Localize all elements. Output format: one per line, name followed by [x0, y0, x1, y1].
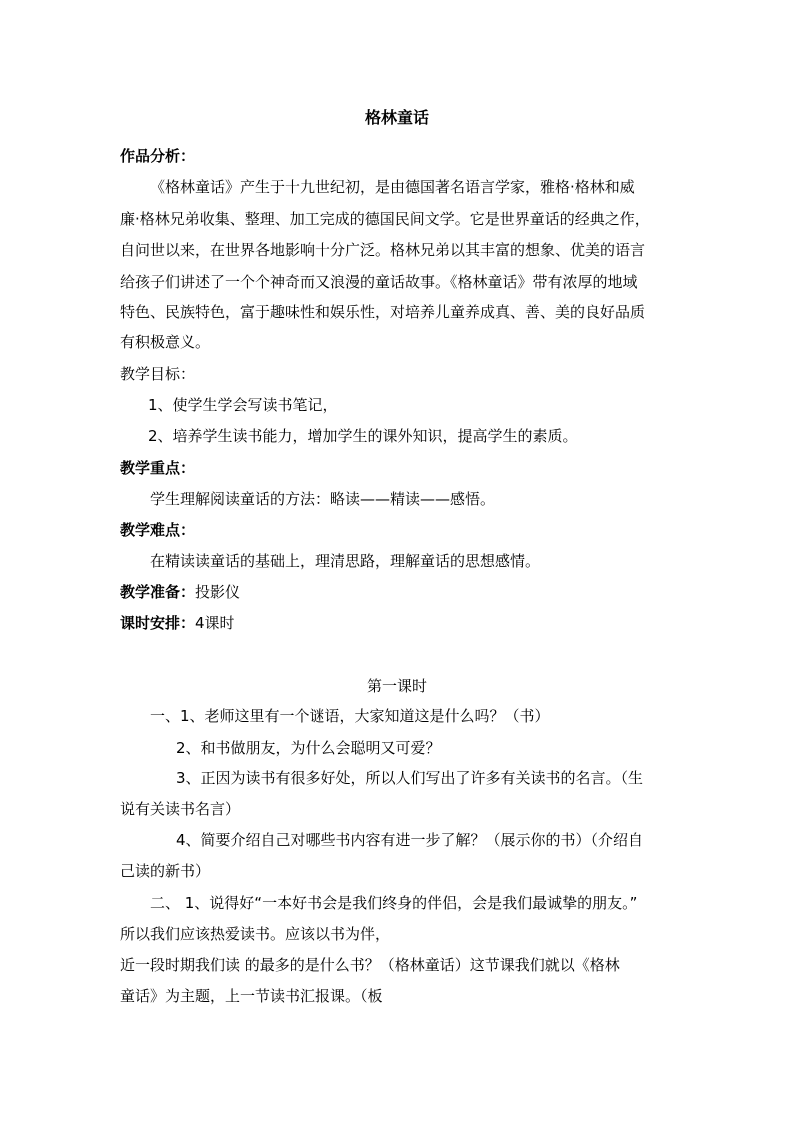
lesson-line: 童话》为主题，上一节读书汇报课。（板: [120, 987, 383, 1005]
preparation-value: 投影仪: [195, 583, 241, 601]
key-points-text: 学生理解阅读童话的方法：略读——精读——感悟。: [150, 490, 496, 508]
document-title: 格林童话: [364, 108, 429, 127]
analysis-line: 特色、民族特色，富于趣味性和娱乐性，对培养儿童养成真、善、美的良好品质: [120, 303, 646, 321]
key-points-heading: 教学重点：: [120, 459, 196, 477]
schedule-label: 课时安排：: [120, 614, 196, 632]
preparation-row: [120, 582, 680, 602]
analysis-line: 给孩子们讲述了一个个神奇而又浪漫的童话故事。《格林童话》带有浓厚的地域: [120, 273, 638, 291]
preparation-label: 教学准备：: [120, 583, 196, 601]
schedule-row: [120, 613, 680, 633]
analysis-heading: 作品分析：: [120, 147, 196, 165]
lesson-line: 3、正因为读书有很多好处，所以人们写出了许多有关读书的名言。（生: [176, 769, 644, 787]
lesson-line: 一、1、老师这里有一个谜语，大家知道这是什么吗？（书）: [150, 707, 550, 725]
goal-item: 1、使学生学会写读书笔记，: [148, 396, 338, 414]
difficulties-text: 在精读读童话的基础上，理清思路，理解童话的思想感情。: [150, 552, 541, 570]
analysis-line: 自问世以来，在世界各地影响十分广泛。格林兄弟以其丰富的想象、优美的语言: [120, 241, 646, 259]
lesson-line: 二、 1、说得好“一本好书会是我们终身的伴侣，会是我们最诚挚的朋友。”: [150, 894, 638, 912]
lesson-line: 近一段时期我们读 的最多的是什么书？（格林童话）这节课我们就以《格林: [120, 956, 620, 974]
difficulties-heading: 教学难点：: [120, 521, 196, 539]
lesson-line: 己读的新书）: [120, 862, 211, 880]
goals-heading: 教学目标：: [120, 365, 196, 383]
analysis-line: 有积极意义。: [120, 333, 211, 351]
analysis-line: 廉·格林兄弟收集、整理、加工完成的德国民间文学。它是世界童话的经典之作，: [120, 210, 650, 228]
lesson-heading: 第一课时: [366, 677, 427, 695]
schedule-value: 4课时: [195, 614, 235, 632]
lesson-line: 说有关读书名言）: [120, 800, 241, 818]
lesson-line: 2、和书做朋友，为什么会聪明又可爱？: [176, 739, 441, 757]
analysis-line: 《格林童话》产生于十九世纪初，是由德国著名语言学家，雅格·格林和威: [150, 178, 635, 196]
lesson-line: 4、简要介绍自己对哪些书内容有进一步了解？（展示你的书）（介绍自: [176, 831, 644, 849]
goal-item: 2、培养学生读书能力，增加学生的课外知识，提高学生的素质。: [148, 427, 578, 445]
lesson-line: 所以我们应该热爱读书。应该以书为伴，: [120, 925, 391, 943]
